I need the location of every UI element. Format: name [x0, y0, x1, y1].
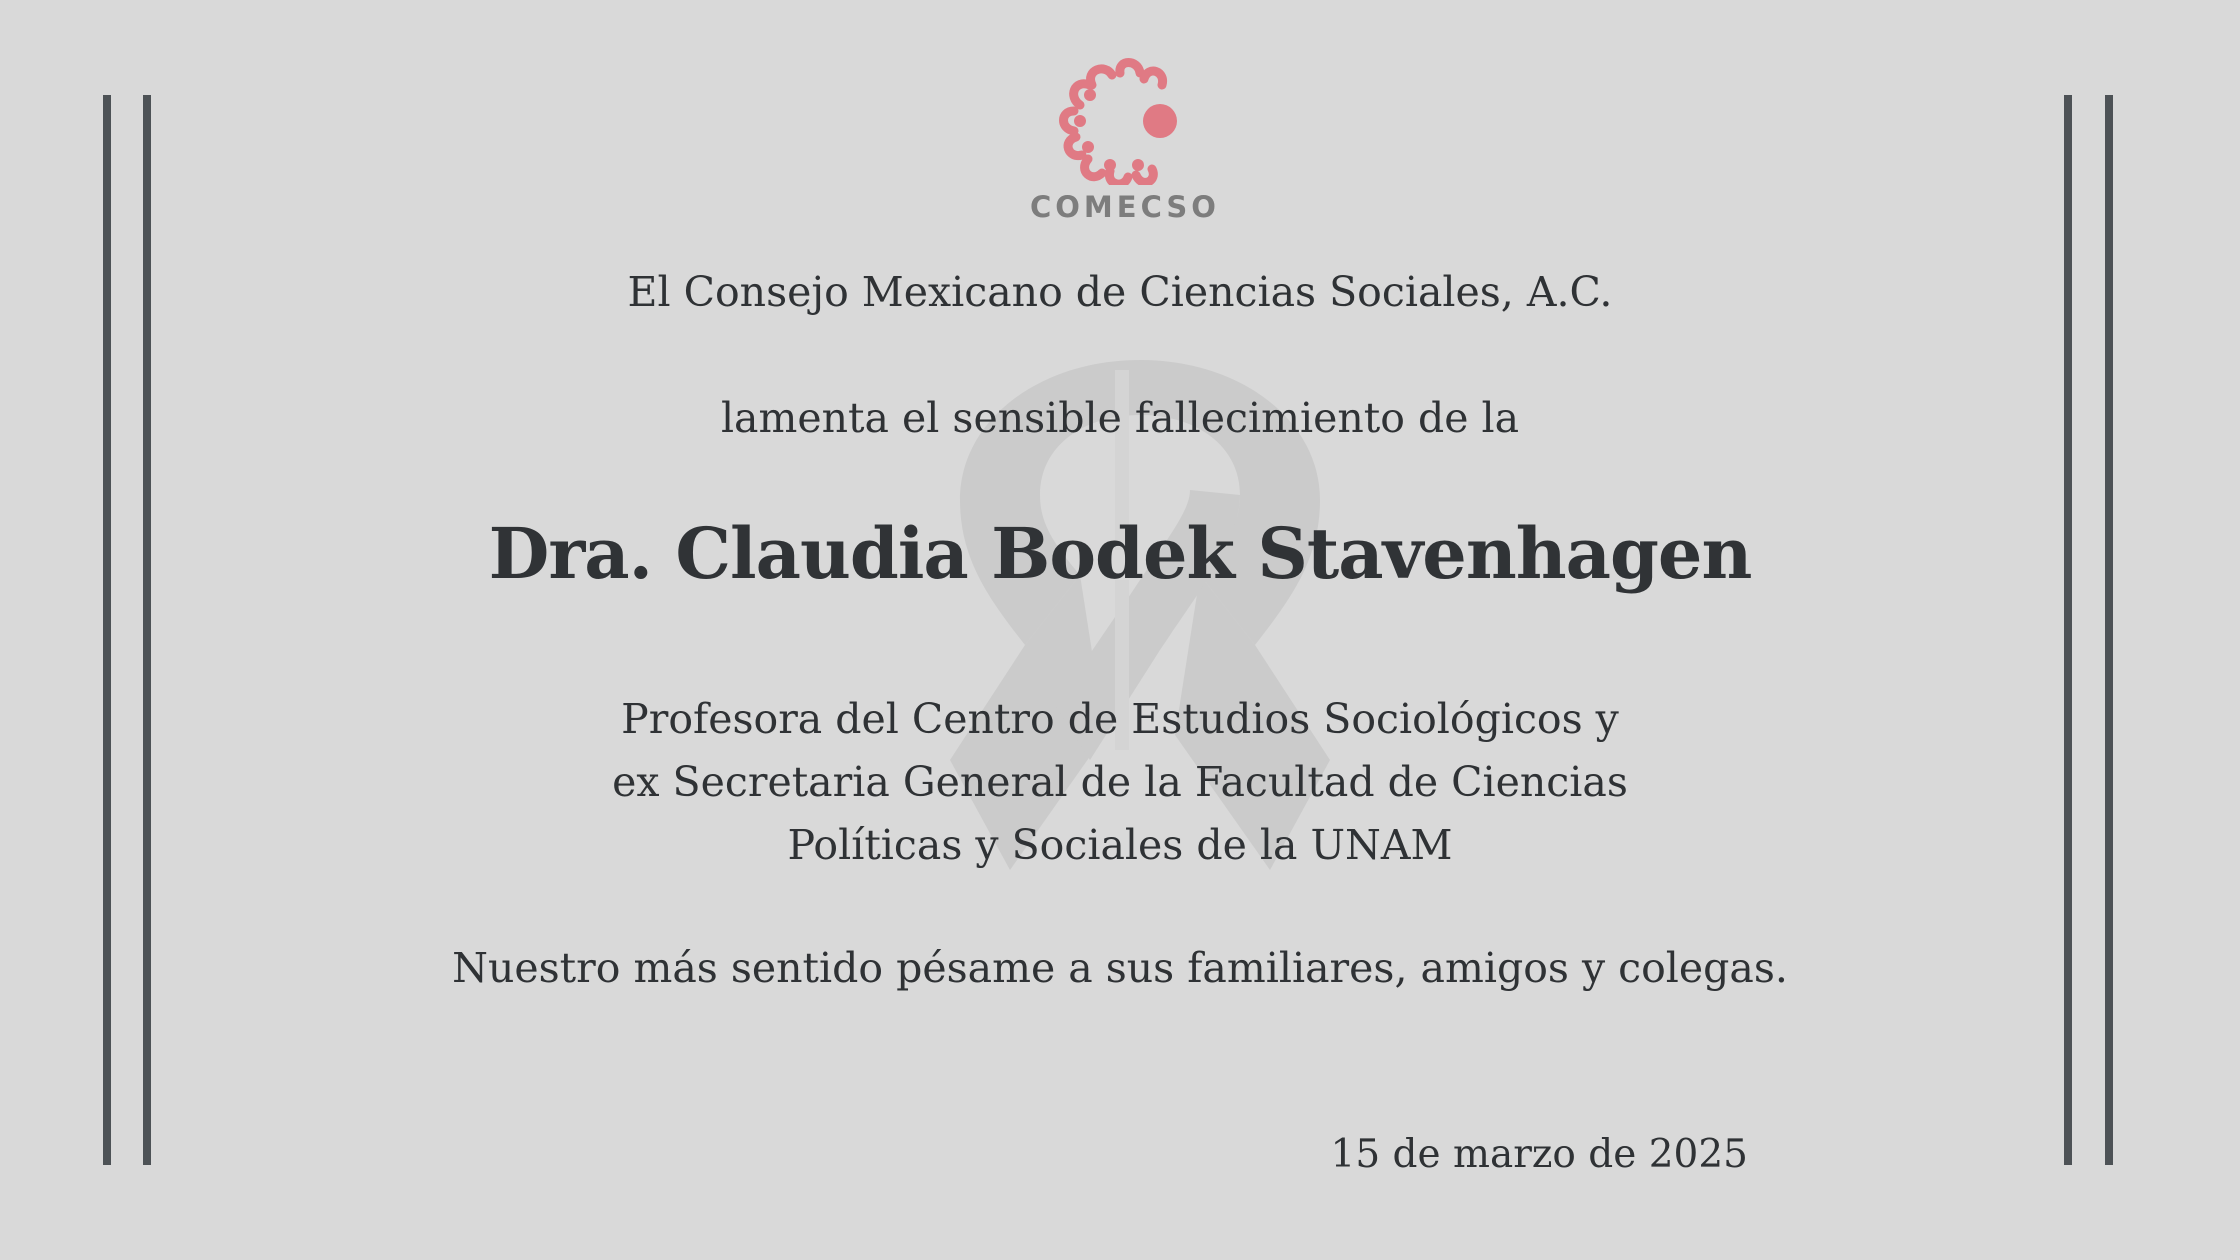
description-line: ex Secretaria General de la Facultad de Ciencias: [612, 758, 1628, 806]
logo-wordmark: COMECSO: [1030, 190, 1220, 224]
lament-text: lamenta el sensible fallecimiento de la: [720, 394, 1520, 442]
organization-name: El Consejo Mexicano de Ciencias Sociales, A.C.: [627, 268, 1613, 316]
comecso-swirl-logo-icon: [1030, 55, 1210, 185]
condolence-message: Nuestro más sentido pésame a sus familiares, amigos y colegas.: [452, 944, 1788, 992]
description-line: Profesora del Centro de Estudios Sociológicos y: [621, 695, 1619, 743]
left-frame-line-inner: [143, 95, 151, 1165]
deceased-description: [0, 688, 2240, 877]
right-frame-line-outer: [2105, 95, 2113, 1165]
notice-date: 15 de marzo de 2025: [1330, 1132, 1748, 1177]
comecso-logo: [1030, 55, 1220, 230]
left-frame-line-outer: [103, 95, 111, 1165]
right-frame-line-inner: [2064, 95, 2072, 1165]
description-line: Políticas y Sociales de la UNAM: [787, 821, 1453, 869]
deceased-name: Dra. Claudia Bodek Stavenhagen: [488, 512, 1752, 595]
